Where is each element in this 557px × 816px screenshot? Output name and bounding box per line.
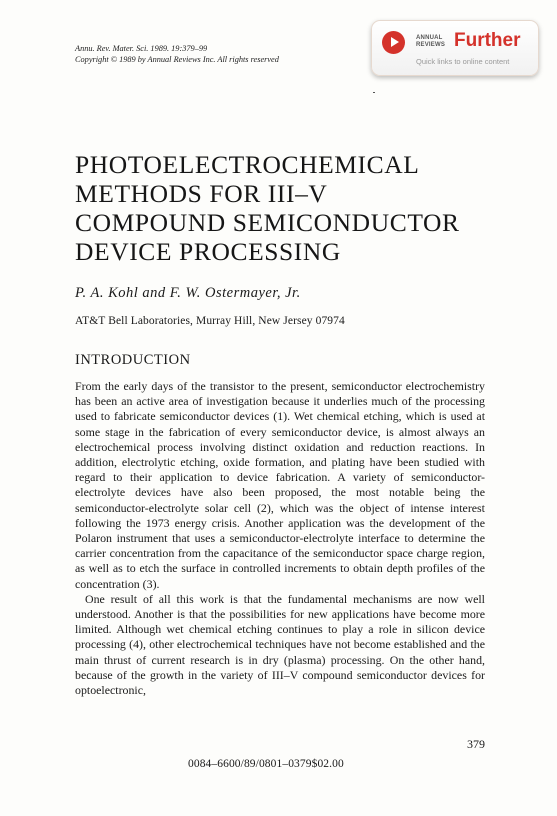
further-link-banner[interactable] — [371, 20, 539, 76]
further-label: Further — [454, 30, 521, 51]
affiliation: AT&T Bell Laboratories, Murray Hill, New Jersey 07974 — [75, 315, 345, 327]
logo-line: ANNUAL — [416, 35, 443, 41]
article-title — [75, 150, 460, 266]
section-heading: INTRODUCTION — [75, 352, 191, 368]
journal-citation — [75, 44, 279, 65]
title-line: PHOTOELECTROCHEMICAL — [75, 150, 420, 179]
scan-speck — [373, 92, 375, 93]
authors: P. A. Kohl and F. W. Ostermayer, Jr. — [75, 285, 301, 301]
logo-line: REVIEWS — [416, 41, 446, 48]
copyright-line: Copyright © 1989 by Annual Reviews Inc. All rights reserved — [75, 54, 279, 64]
article-body — [75, 379, 485, 698]
citation-line: Annu. Rev. Mater. Sci. 1989. 19:379–99 — [75, 44, 208, 53]
arrow-icon — [382, 31, 405, 54]
annual-reviews-logo — [416, 35, 445, 48]
body-paragraph: One result of all this work is that the fundamental mechanisms are now well understood. Another is that the possibilities for new applications have become more limited. Although wet chemical etching continues to play a role in silicon device processing (4), other electrochemical techniques have not become established and the main thrust of current research is in dry (plasma) processing. On the other hand, because of the growth in the variety of III–V compound semiconductor devices for optoelectronic, — [75, 591, 485, 698]
title-line: METHODS FOR III–V — [75, 179, 328, 208]
body-paragraph: From the early days of the transistor to the present, semiconductor electrochemistry has been an active area of investigation because it underlies much of the processing used to fabricate semiconductor devices (1). Wet chemical etching, which is used at some stage in the fabrication of every semiconductor device, is almost always an electrochemical process involving distinct oxidation and reduction reactions. In addition, electrolytic etching, oxide formation, and plating have been studied with regard to their application to device fabrication. A variety of semiconductor-electrolyte devices have also been proposed, the most notable being the semiconductor-electrolyte solar cell (2), which was the object of intense interest following the 1973 energy crisis. Another application was the development of the Polaron instrument that uses a semiconductor-electrolyte interface to determine the carrier concentration from the capacitance of the semiconductor space charge region, as well as to etch the surface in controlled increments to obtain depth profiles of the concentration (3). — [75, 379, 485, 591]
further-subtitle: Quick links to online content — [416, 57, 510, 66]
page-number: 379 — [467, 737, 485, 751]
title-line: DEVICE PROCESSING — [75, 237, 341, 266]
article-identifier: 0084–6600/89/0801–0379$02.00 — [188, 758, 344, 770]
title-line: COMPOUND SEMICONDUCTOR — [75, 208, 460, 237]
